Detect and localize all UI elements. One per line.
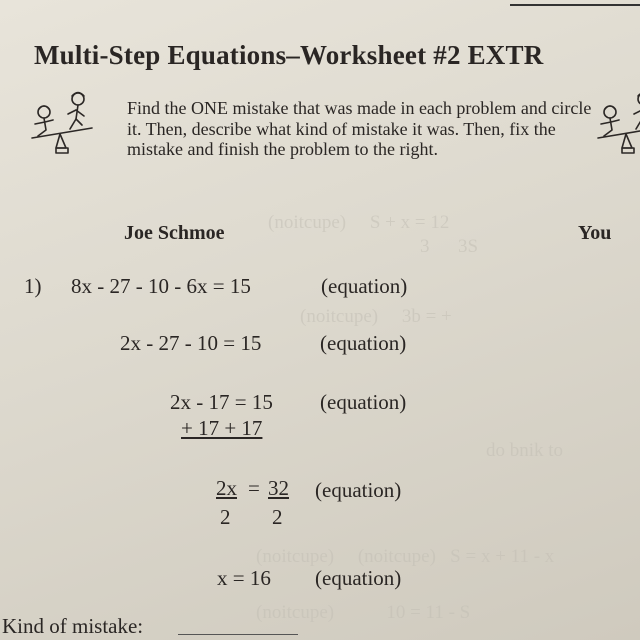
step-expression: 8x - 27 - 10 - 6x = 15 — [71, 274, 251, 298]
column-header-joe: Joe Schmoe — [124, 222, 225, 244]
top-rule — [510, 4, 640, 6]
bleed-through: (noitcupe) 3b = + — [300, 306, 452, 327]
fraction-denominator-left: 2 — [220, 505, 231, 529]
kind-of-mistake-answer-line[interactable] — [178, 634, 298, 635]
instructions-text: Find the ONE mistake that was made in each problem and circle it. Then, describe what kind of mistake it was. Then, fix the mistake and finish the problem to the right. — [127, 98, 592, 159]
bleed-through: (noitcupe) S + x = 12 — [268, 212, 450, 233]
step-expression: x = 16 — [217, 566, 271, 590]
fraction-equals: = — [248, 476, 260, 500]
step-tag: (equation) — [315, 478, 402, 502]
kids-seesaw-icon — [592, 88, 640, 160]
step-tag: (equation) — [320, 390, 407, 414]
bleed-through: (noitcupe) 10 = 11 - S — [256, 602, 471, 623]
step-tag: (equation) — [315, 566, 402, 590]
add-seventeen-line: + 17 + 17 — [181, 416, 263, 440]
column-header-you: You — [578, 222, 612, 244]
step-tag: (equation) — [320, 331, 407, 355]
kids-seesaw-icon — [26, 88, 98, 160]
kind-of-mistake-label: Kind of mistake: — [2, 614, 144, 638]
fraction-numerator-right: 32 — [268, 476, 289, 500]
bleed-through: do bnik to — [486, 440, 568, 461]
worksheet-title: Multi-Step Equations–Worksheet #2 EXTR — [34, 40, 544, 70]
fraction-numerator-left: 2x — [216, 476, 237, 500]
bleed-through: (noitcupe) (noitcupe) S = x + 11 - x — [256, 546, 555, 567]
step-expression: 2x - 17 = 15 — [170, 390, 273, 414]
step-tag: (equation) — [321, 274, 408, 298]
step-expression: 2x - 27 - 10 = 15 — [120, 331, 262, 355]
fraction-denominator-right: 2 — [272, 505, 283, 529]
problem-number: 1) — [24, 274, 42, 298]
bleed-through: 3 3S — [420, 236, 479, 257]
